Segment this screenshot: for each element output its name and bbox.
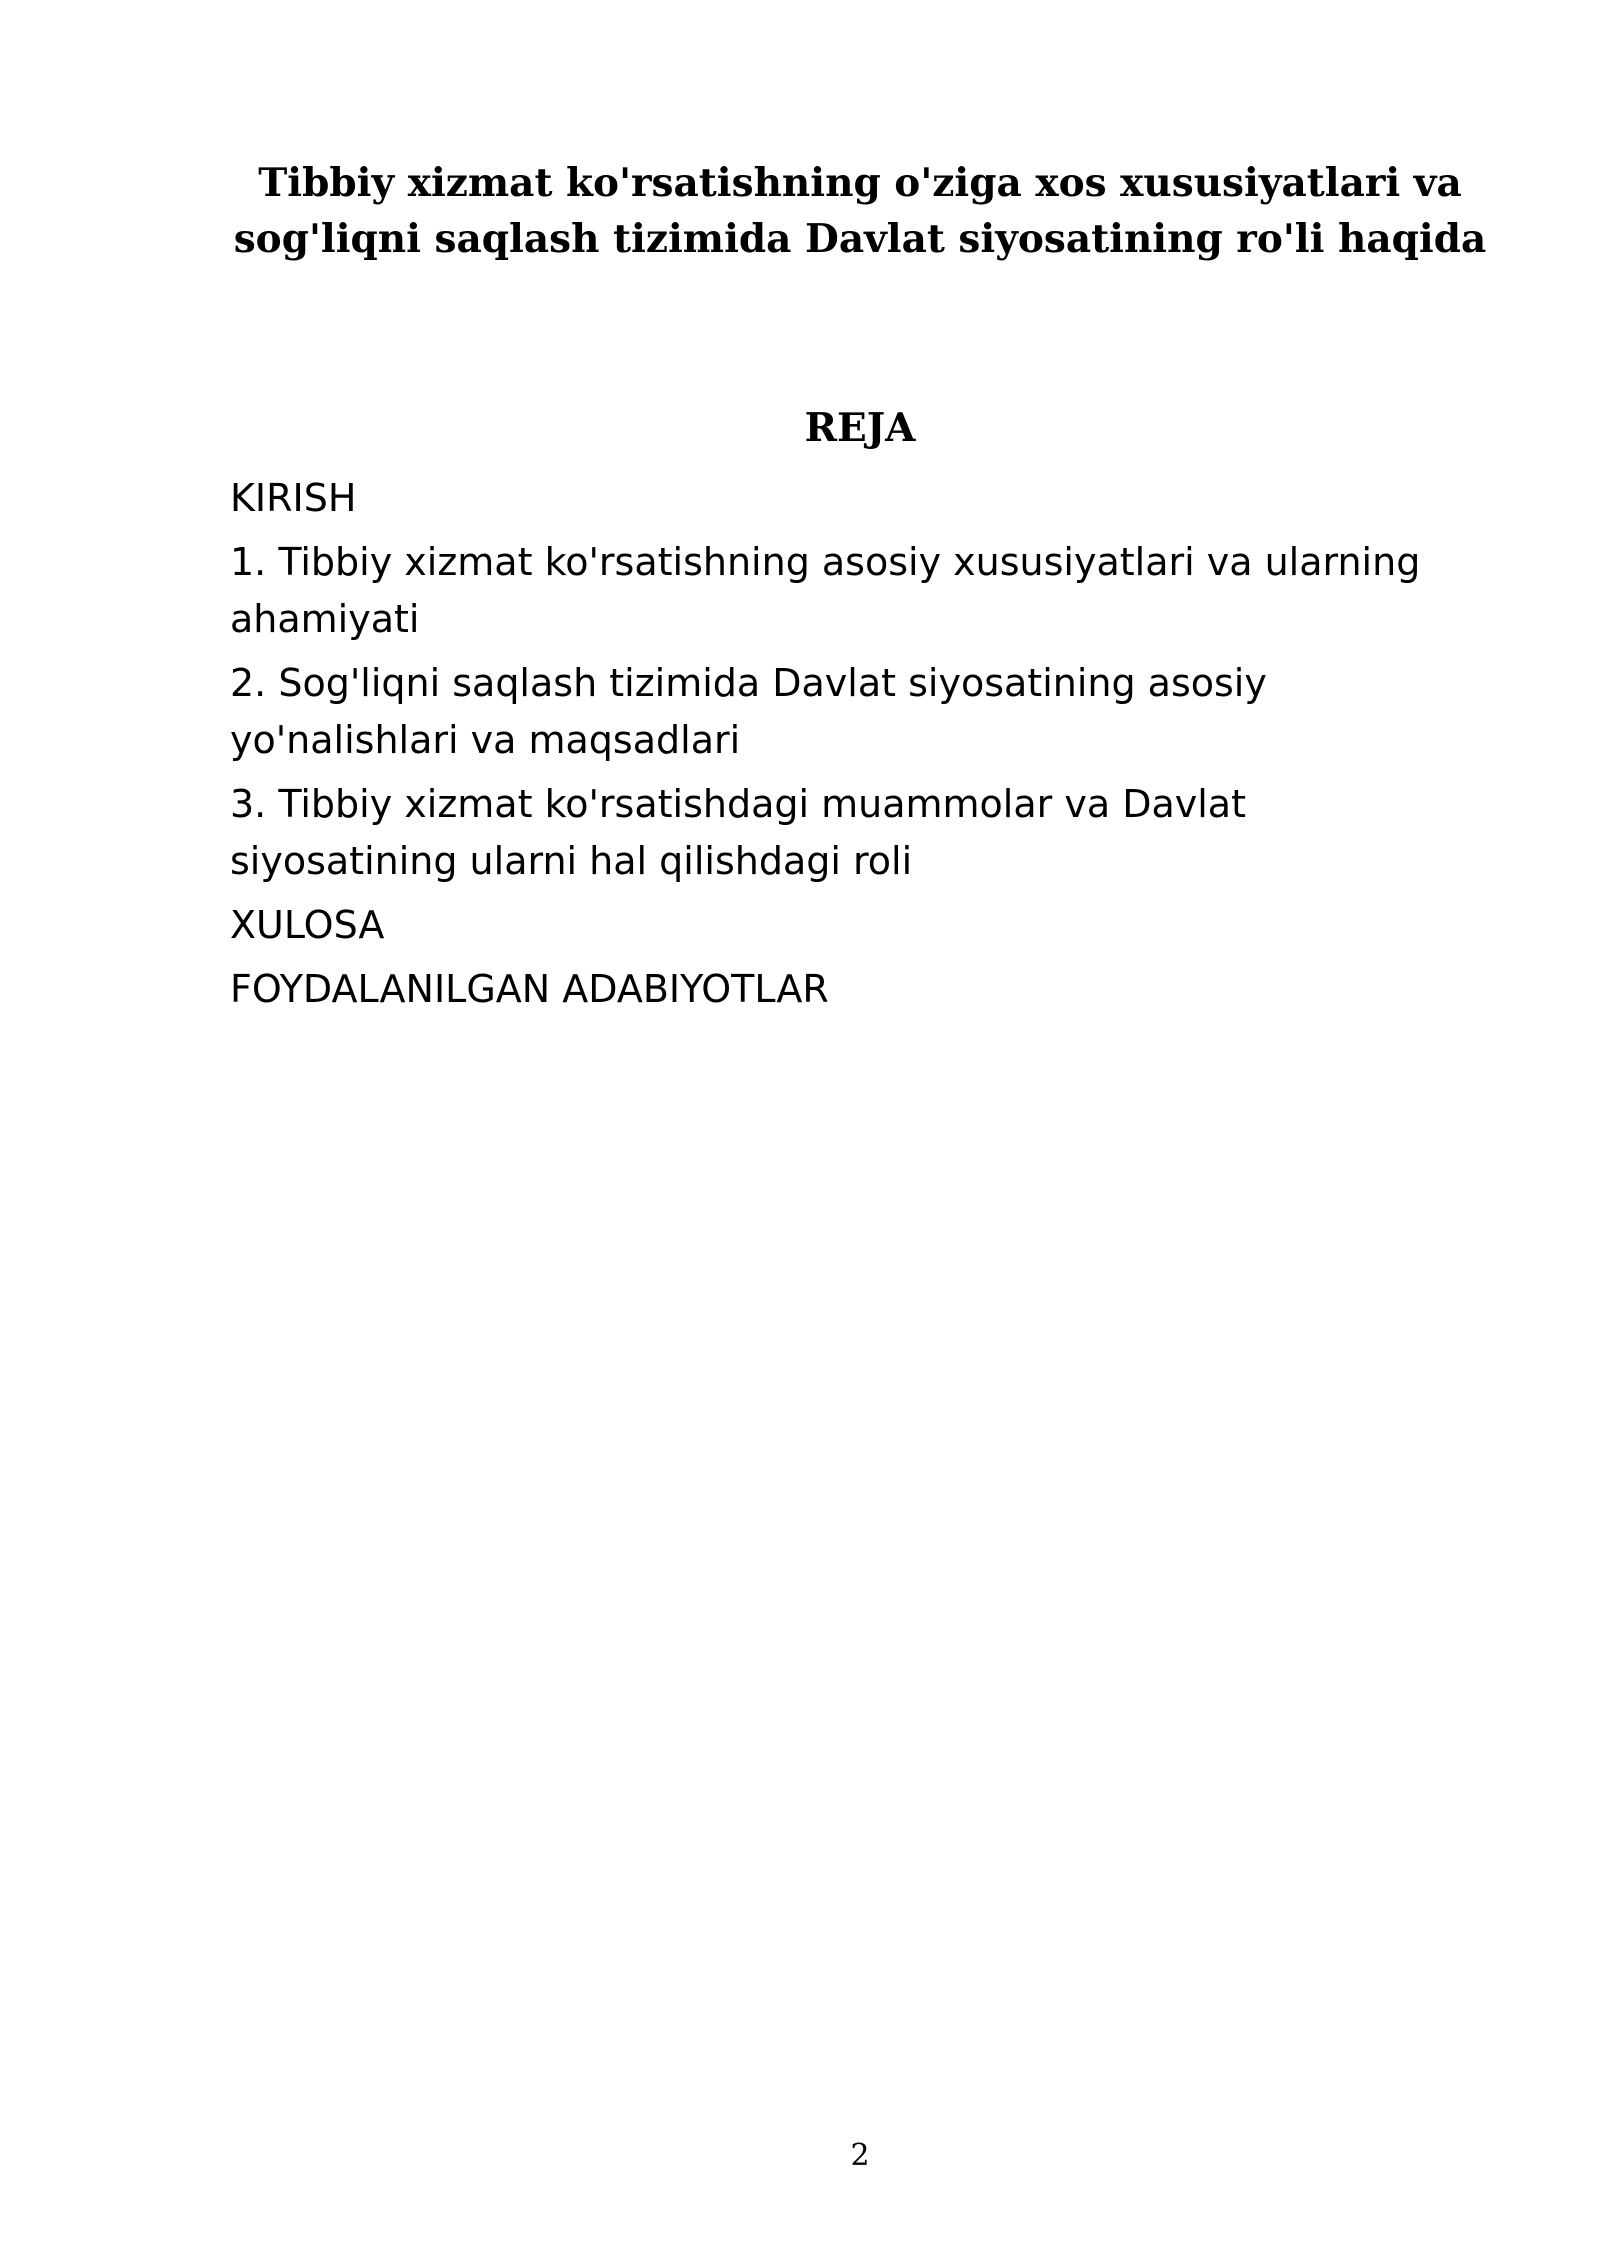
outline-item-text: ahamiyati	[230, 597, 420, 641]
outline-item-text: 1. Tibbiy xizmat ko'rsatishning asosiy xususiyatlari va ularning	[230, 540, 1421, 584]
outline-item-1	[230, 534, 1470, 648]
outline-item-text: XULOSA	[230, 903, 385, 947]
outline-item-references	[230, 961, 1470, 1018]
outline-item-2	[230, 655, 1470, 769]
outline-item-introduction	[230, 470, 1470, 527]
plan-outline	[230, 470, 1470, 1025]
title-line: sog'liqni saqlash tizimida Davlat siyosatining ro'li haqida	[233, 216, 1487, 262]
outline-item-text: 2. Sog'liqni saqlash tizimida Davlat siyosatining asosiy	[230, 661, 1267, 705]
outline-item-3	[230, 776, 1470, 890]
outline-item-text: KIRISH	[230, 476, 357, 520]
page-number: 2	[850, 2138, 870, 2173]
document-title	[230, 155, 1490, 267]
outline-item-text: siyosatining ularni hal qilishdagi roli	[230, 839, 913, 883]
title-line: Tibbiy xizmat ko'rsatishning o'ziga xos xususiyatlari va	[258, 160, 1462, 206]
plan-heading: REJA	[804, 405, 916, 451]
outline-item-text: FOYDALANILGAN ADABIYOTLAR	[230, 967, 829, 1011]
outline-item-text: 3. Tibbiy xizmat ko'rsatishdagi muammolar va Davlat	[230, 782, 1246, 826]
outline-item-text: yo'nalishlari va maqsadlari	[230, 718, 741, 762]
outline-item-conclusion	[230, 897, 1470, 954]
